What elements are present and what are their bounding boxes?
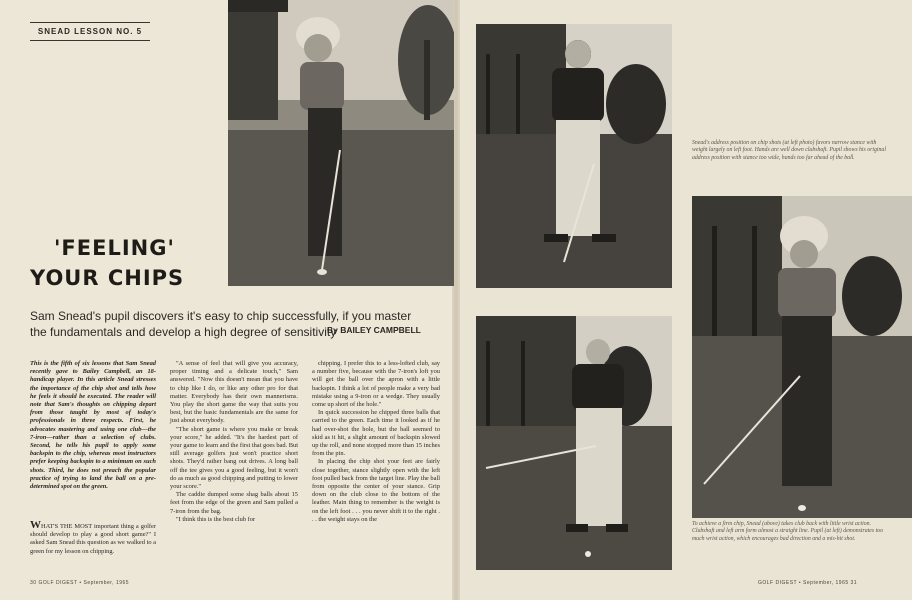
drop-cap: W xyxy=(30,519,41,531)
subdeck: Sam Snead's pupil discovers it's easy to chip successfully, if you master the fundamentals and develop a high degree of sensitivity xyxy=(30,309,412,339)
photo-pupil-address xyxy=(476,24,672,288)
headline-line-1: 'FEELING' xyxy=(54,236,175,260)
intro-paragraph: This is the fifth of six lessons that Sam Snead recently gave to Bailey Campbell, an 18-handicap player. In this article Snead stresses the importance of the chip shot and tells how he feels it should be executed. The reader will note that Sam's thoughts on chipping depart from those taught by most of today's professionals in three respects. First, he advocates mastering and using one club—the 7-iron—rather than a selection of clubs. Second, he tells his pupil to apply some backspin to the chip, whereas most instructors prefer keeping backspin to a minimum on such shots. Third, he does not preach the popular practice of trying to land the ball on a pre-determined spot on the green. xyxy=(30,360,156,491)
caption-top: Snead's address position on chip shots (at left photo) favors narrow stance with weight largely on left foot. Hands are well down clubshaft. Pupil shows his original address position with stance too wide, hands too far ahead of the ball. xyxy=(692,140,886,161)
body-paragraph: "The short game is where you make or break your score," he added. "It's the hardest part of your game to learn and the first that goes bad. But still average golfers just won't practice short shots. They'd rather bang out drives. A long ball off the tee gives you a good feeling, but it won't do as much as good chipping and putting to lower your score." xyxy=(170,425,298,491)
body-column-2 xyxy=(170,360,298,524)
folio-right: GOLF DIGEST • September, 1965 31 xyxy=(758,580,858,586)
body-paragraph: In quick succession he chipped three balls that carried to the green. Each time it looked as if he had over-shot the hole, but the ball seemed to skid as it hit, a slight amount of backspin slowed up the roll, and none stopped more than 15 inches from the pin. xyxy=(312,409,440,458)
body-paragraph: chipping. I prefer this to a less-lofted club, say a number five, because with the 7-iron's loft you will get the ball over the apron with a little backspin. I think a lot of people make a very bad mistake using a 9-iron or a wedge. They usually come up short of the hole." xyxy=(312,360,440,409)
body-paragraph: In placing the chip shot your feet are fairly close together, stance slightly open with the left foot pulled back from the target line. Play the ball from opposite the center of your stance. Grip down on the club close to the bottom of the leather. Main thing to remember is the weight is on the left foot . . . you never shift it to the right . . . the weight stays on the xyxy=(312,458,440,523)
caption-bottom: To achieve a firm chip, Snead (above) takes club back with little wrist action. Clubshaft and left arm form almost a straight line. Pupil (at left) demonstrates too much wrist action, which encourages bad direction and a mis-hit shot. xyxy=(692,521,883,542)
photo-snead-address xyxy=(228,0,454,286)
body-paragraph: The caddie dumped some shag balls about 15 feet from the edge of the green and Sam pulled a 7-iron from the bag. xyxy=(170,491,298,515)
body-column-3 xyxy=(312,360,440,524)
body-paragraph: "A sense of feel that will give you accuracy, proper timing and a delicate touch," Sam answered. "Now this doesn't mean that you have to chip like I do, or like any other pro for that matter. Everybody has their own mannerisms. You play the short game the way that suits you best, but the basic fundamentals are the same for just about everybody. xyxy=(170,360,298,425)
headline-line-2: YOUR CHIPS xyxy=(30,266,185,290)
folio-left: 30 GOLF DIGEST • September, 1965 xyxy=(30,580,130,586)
body-paragraph: "I think this is the best club for xyxy=(176,515,256,523)
photo-pupil-backswing xyxy=(476,316,672,570)
photo-snead-takeaway xyxy=(692,196,912,518)
byline: By BAILEY CAMPBELL xyxy=(327,325,421,335)
lesson-label: SNEAD LESSON NO. 5 xyxy=(30,22,150,41)
lead-text: HAT'S THE MOST important thing a golfer should develop to play a good short game?" I asked Sam Snead this question as we walked to a green for my lesson on chipping. xyxy=(30,523,156,555)
lead-paragraph xyxy=(30,521,156,556)
